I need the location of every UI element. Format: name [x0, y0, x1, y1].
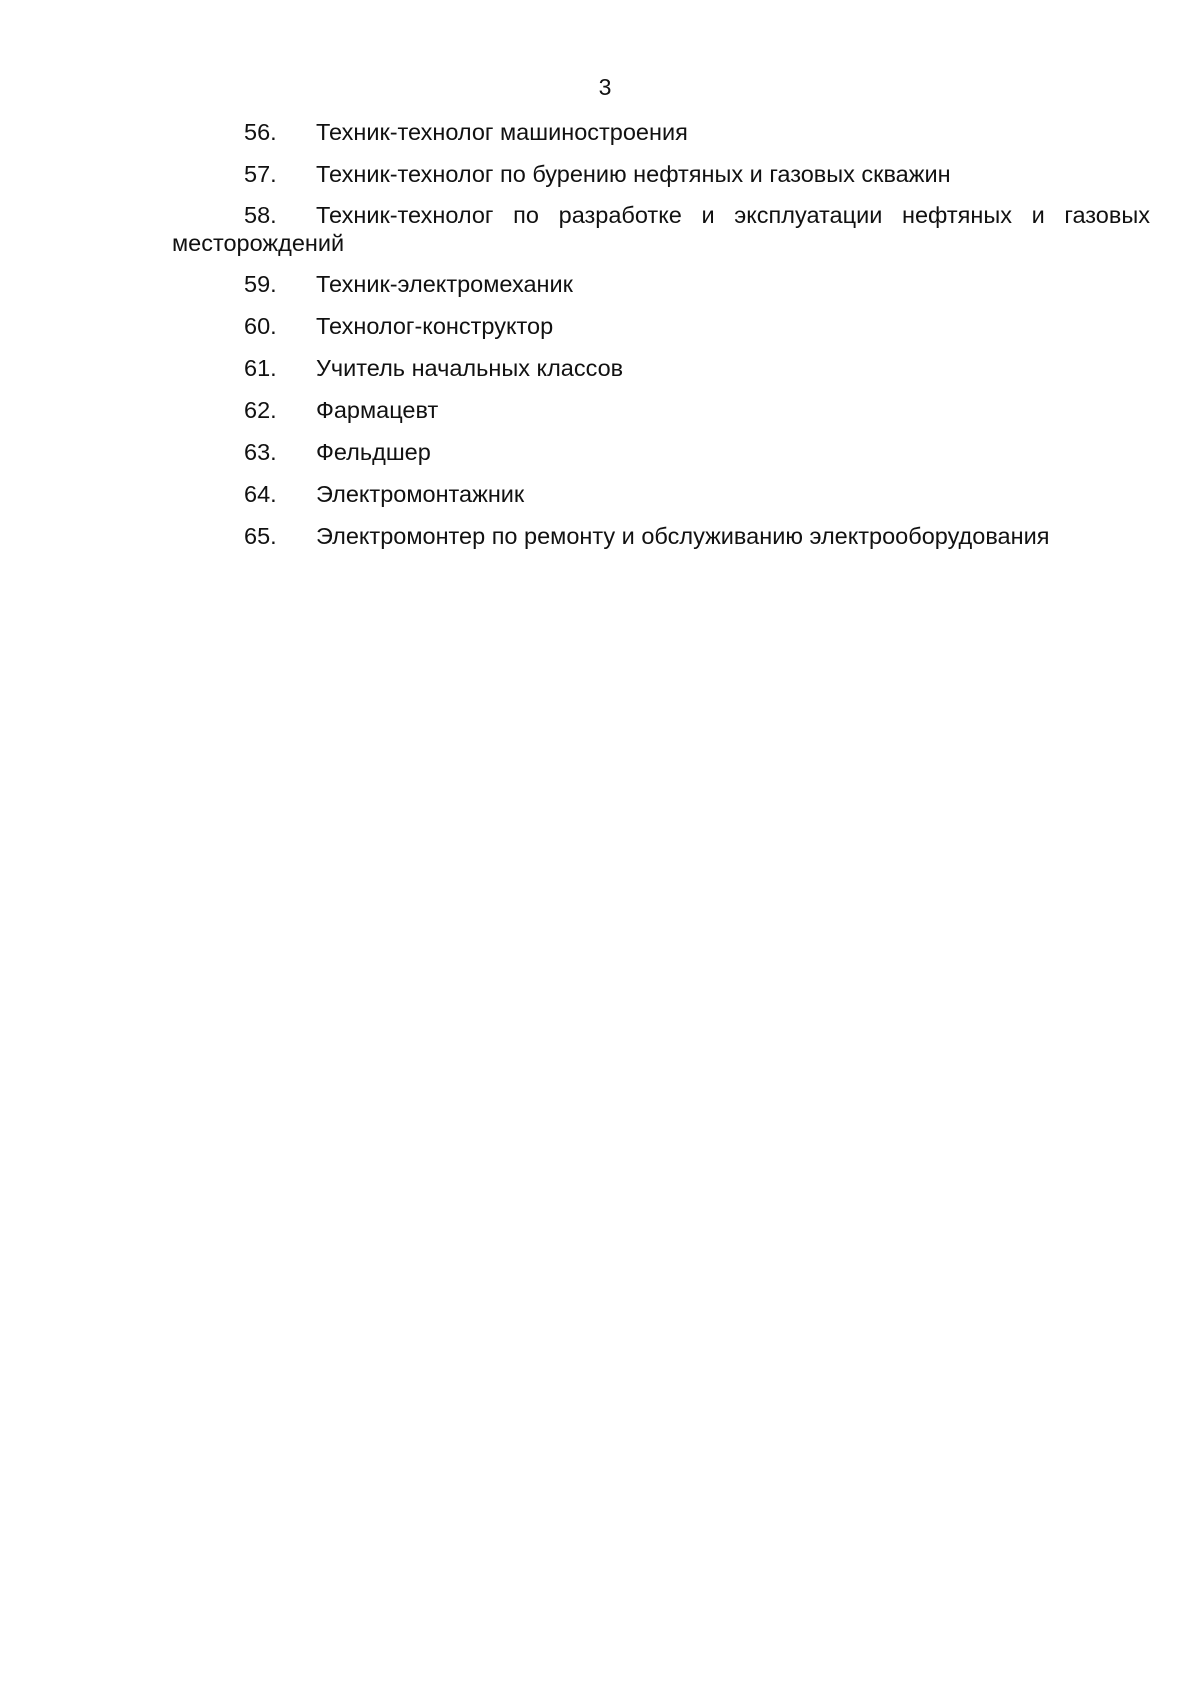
item-number: 59. [244, 271, 277, 297]
item-text: Электромонтажник [316, 481, 525, 507]
item-text: Фельдшер [316, 439, 431, 465]
list-item [172, 311, 1150, 341]
item-number: 61. [244, 355, 277, 381]
list-item [172, 395, 1150, 425]
item-text: Фармацевт [316, 397, 439, 423]
item-text: Технолог-конструктор [316, 313, 554, 339]
page-number: 3 [598, 74, 612, 100]
list-item [172, 117, 1150, 147]
item-number: 63. [244, 439, 277, 465]
list-item [172, 269, 1150, 299]
item-number: 56. [244, 119, 277, 145]
item-text: Техник-технолог по разработке и эксплуатации нефтяных и газовых месторождений [172, 202, 1150, 256]
item-number: 62. [244, 397, 277, 423]
item-number: 64. [244, 481, 277, 507]
item-text: Учитель начальных классов [316, 355, 624, 381]
list-item [172, 521, 1150, 551]
item-number: 57. [244, 161, 277, 187]
list-item [172, 159, 1150, 189]
item-number: 60. [244, 313, 277, 339]
list-item [172, 437, 1150, 467]
item-text: Техник-технолог по бурению нефтяных и газовых скважин [316, 161, 951, 187]
item-number: 58. [244, 202, 277, 228]
profession-list [172, 117, 1150, 563]
item-text: Техник-технолог машиностроения [316, 119, 688, 145]
item-text: Техник-электромеханик [316, 271, 573, 297]
item-number: 65. [244, 523, 277, 549]
list-item [172, 479, 1150, 509]
list-item [172, 353, 1150, 383]
item-text: Электромонтер по ремонту и обслуживанию электрооборудования [316, 523, 1050, 549]
list-item [172, 201, 1150, 257]
